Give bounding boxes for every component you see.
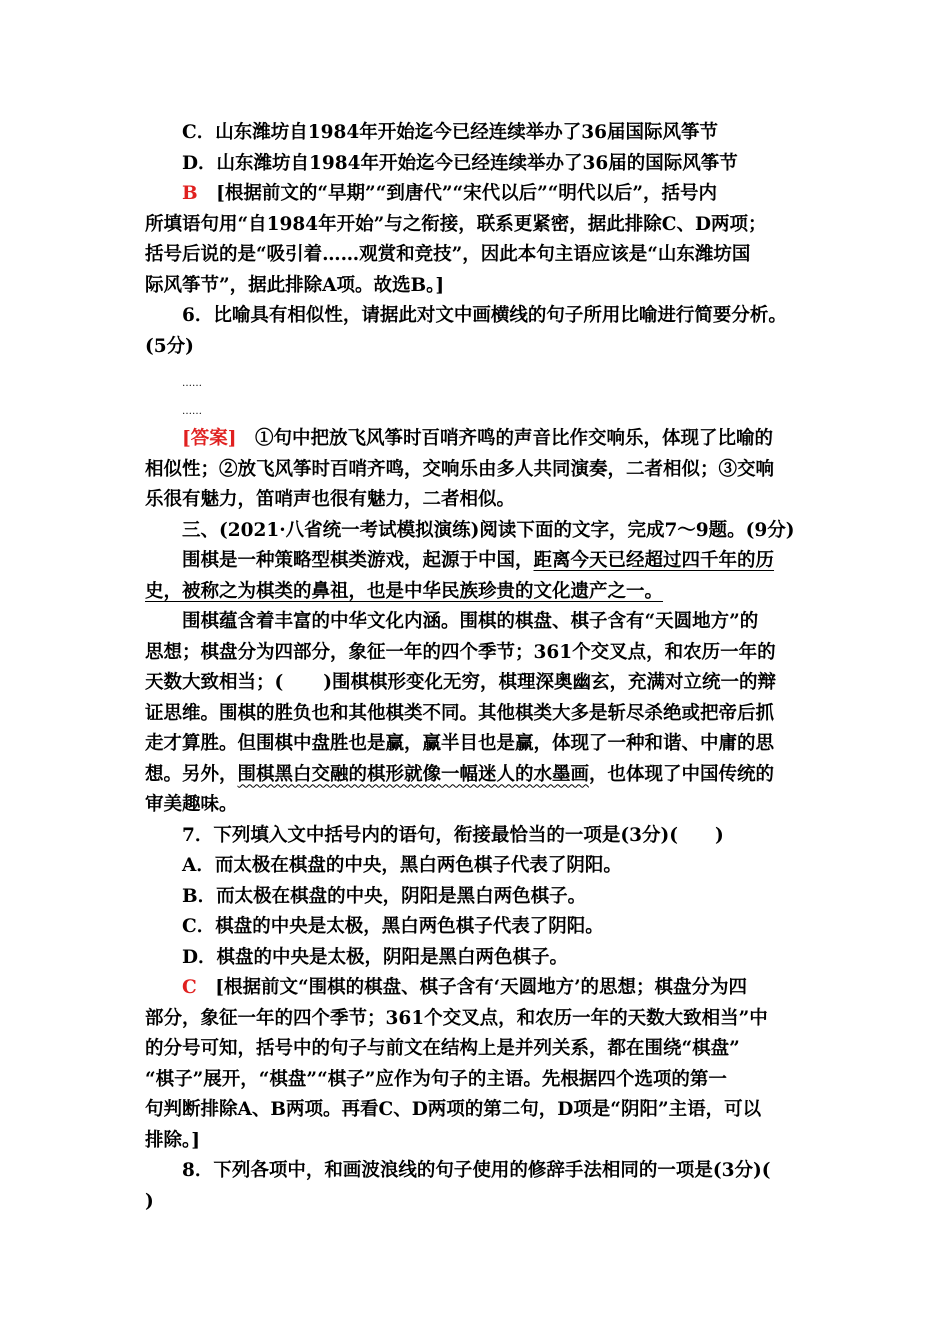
passage-p2-text: )围棋棋形变化无穷，棋理深奥幽玄，充满对立统一的辩 <box>323 672 777 693</box>
q6-answer-label: [答案] <box>182 428 237 449</box>
passage-p2-line-5: 走才算胜。但围棋中盘胜也是赢，赢半目也是赢，体现了一种和谐、中庸的思 <box>145 733 775 754</box>
q7-explanation-line-4: “棋子”展开，“棋盘”“棋子”应作为句子的主语。先根据四个选项的第一 <box>145 1068 727 1090</box>
q7-option-c: C．棋盘的中央是太极，黑白两色棋子代表了阴阳。 <box>182 916 604 937</box>
passage-p2-line-3 <box>145 668 805 699</box>
passage-p1-line-2 <box>145 577 805 608</box>
q5-option-c: C．山东潍坊自1984年开始迄今已经连续举办了36届国际风筝节 <box>182 122 718 143</box>
passage-p2-text: ，也体现了中国传统的 <box>589 763 775 785</box>
q7-stem: 7．下列填入文中括号内的语句，衔接最恰当的一项是(3分)( ) <box>182 824 724 846</box>
q7-explanation-text: [根据前文“围棋的棋盘、棋子含有‘天圆地方’的思想；棋盘分为四 <box>215 977 748 998</box>
section-3-heading: 三、(2021·八省统一考试模拟演练)阅读下面的文字，完成7～9题。(9分) <box>182 519 795 541</box>
q6-answer-line-3: 乐很有魅力，笛哨声也很有魅力，二者相似。 <box>145 489 516 510</box>
q8-stem-line-1: 8．下列各项中，和画波浪线的句子使用的修辞手法相同的一项是(3分)( <box>182 1160 771 1181</box>
passage-p1-text: 围棋是一种策略型棋类游戏，起源于中国， <box>182 550 534 571</box>
q5-explanation-line-2: 所填语句用“自1984年开始”与之衔接，联系更紧密，据此排除C、D两项； <box>145 213 767 235</box>
q6-stem-line-1: 6．比喻具有相似性，请据此对文中画横线的句子所用比喻进行简要分析。 <box>182 305 787 326</box>
q5-explanation-line-1 <box>145 179 805 210</box>
passage-p2-line-4: 证思维。围棋的胜负也和其他棋类不同。其他棋类大多是斩尽杀绝或把帝后抓 <box>145 702 775 724</box>
q5-option-d: D．山东潍坊自1984年开始迄今已经连续举办了36届的国际风筝节 <box>182 152 738 174</box>
passage-p2-line-6 <box>145 760 805 791</box>
underlined-sentence-part-1: 距离今天已经超过四千年的历 <box>533 550 775 571</box>
q6-answer-line-1 <box>145 424 805 455</box>
passage-p2-line-2: 思想；棋盘分为四部分，象征一年的四个季节；361个交叉点，和农历一年的 <box>145 641 776 663</box>
q7-explanation-line-3: 的分号可知，括号中的句子与前文在结构上是并列关系，都在围绕“棋盘” <box>145 1038 740 1059</box>
q5-explanation-line-3: 括号后说的是“吸引着……观赏和竞技”，因此本句主语应该是“山东潍坊国 <box>145 244 751 265</box>
q5-explanation-line-4: 际风筝节”，据此排除A项。故选B。] <box>145 274 445 296</box>
q7-explanation-line-5: 句判断排除A、B两项。再看C、D两项的第二句，D项是“阴阳”主语，可以 <box>145 1099 762 1120</box>
q5-answer-letter: B <box>182 183 198 204</box>
q6-answer-blank-2: …… <box>182 406 202 417</box>
passage-p2-line-1: 围棋蕴含着丰富的中华文化内涵。围棋的棋盘、棋子含有“天圆地方”的 <box>182 611 759 632</box>
q6-answer-blank-1: …… <box>182 378 202 389</box>
q6-stem-line-2: (5分) <box>145 335 194 357</box>
q8-stem-line-2: ) <box>145 1190 154 1212</box>
passage-p2-line-7: 审美趣味。 <box>145 794 238 815</box>
q7-answer-letter: C <box>182 977 197 998</box>
q7-explanation-line-2: 部分，象征一年的四个季节；361个交叉点，和农历一年的天数大致相当”中 <box>145 1007 768 1029</box>
passage-p2-text: 天数大致相当；( <box>145 672 284 693</box>
q7-option-a: A．而太极在棋盘的中央，黑白两色棋子代表了阴阳。 <box>182 855 622 876</box>
q7-option-b: B．而太极在棋盘的中央，阴阳是黑白两色棋子。 <box>182 885 587 907</box>
passage-p1-line-1 <box>145 546 805 577</box>
q6-answer-text: ①句中把放飞风筝时百哨齐鸣的声音比作交响乐，体现了比喻的 <box>255 428 774 449</box>
q7-explanation-line-6: 排除。] <box>145 1129 201 1151</box>
passage-p2-text: 想。另外， <box>145 763 238 785</box>
underlined-sentence-part-2: 史，被称之为棋类的鼻祖，也是中华民族珍贵的文化遗产之一。 <box>145 580 664 602</box>
q7-option-d: D．棋盘的中央是太极，阴阳是黑白两色棋子。 <box>182 946 569 968</box>
wavy-underlined-sentence: 围棋黑白交融的棋形就像一幅迷人的水墨画 <box>237 763 590 785</box>
q6-answer-line-2: 相似性；②放飞风筝时百哨齐鸣，交响乐由多人共同演奏，二者相似；③交响 <box>145 458 775 480</box>
q5-explanation-text: [根据前文的“早期”“到唐代”“宋代以后”“明代以后”，括号内 <box>216 183 718 204</box>
q7-explanation-line-1 <box>145 973 805 1004</box>
